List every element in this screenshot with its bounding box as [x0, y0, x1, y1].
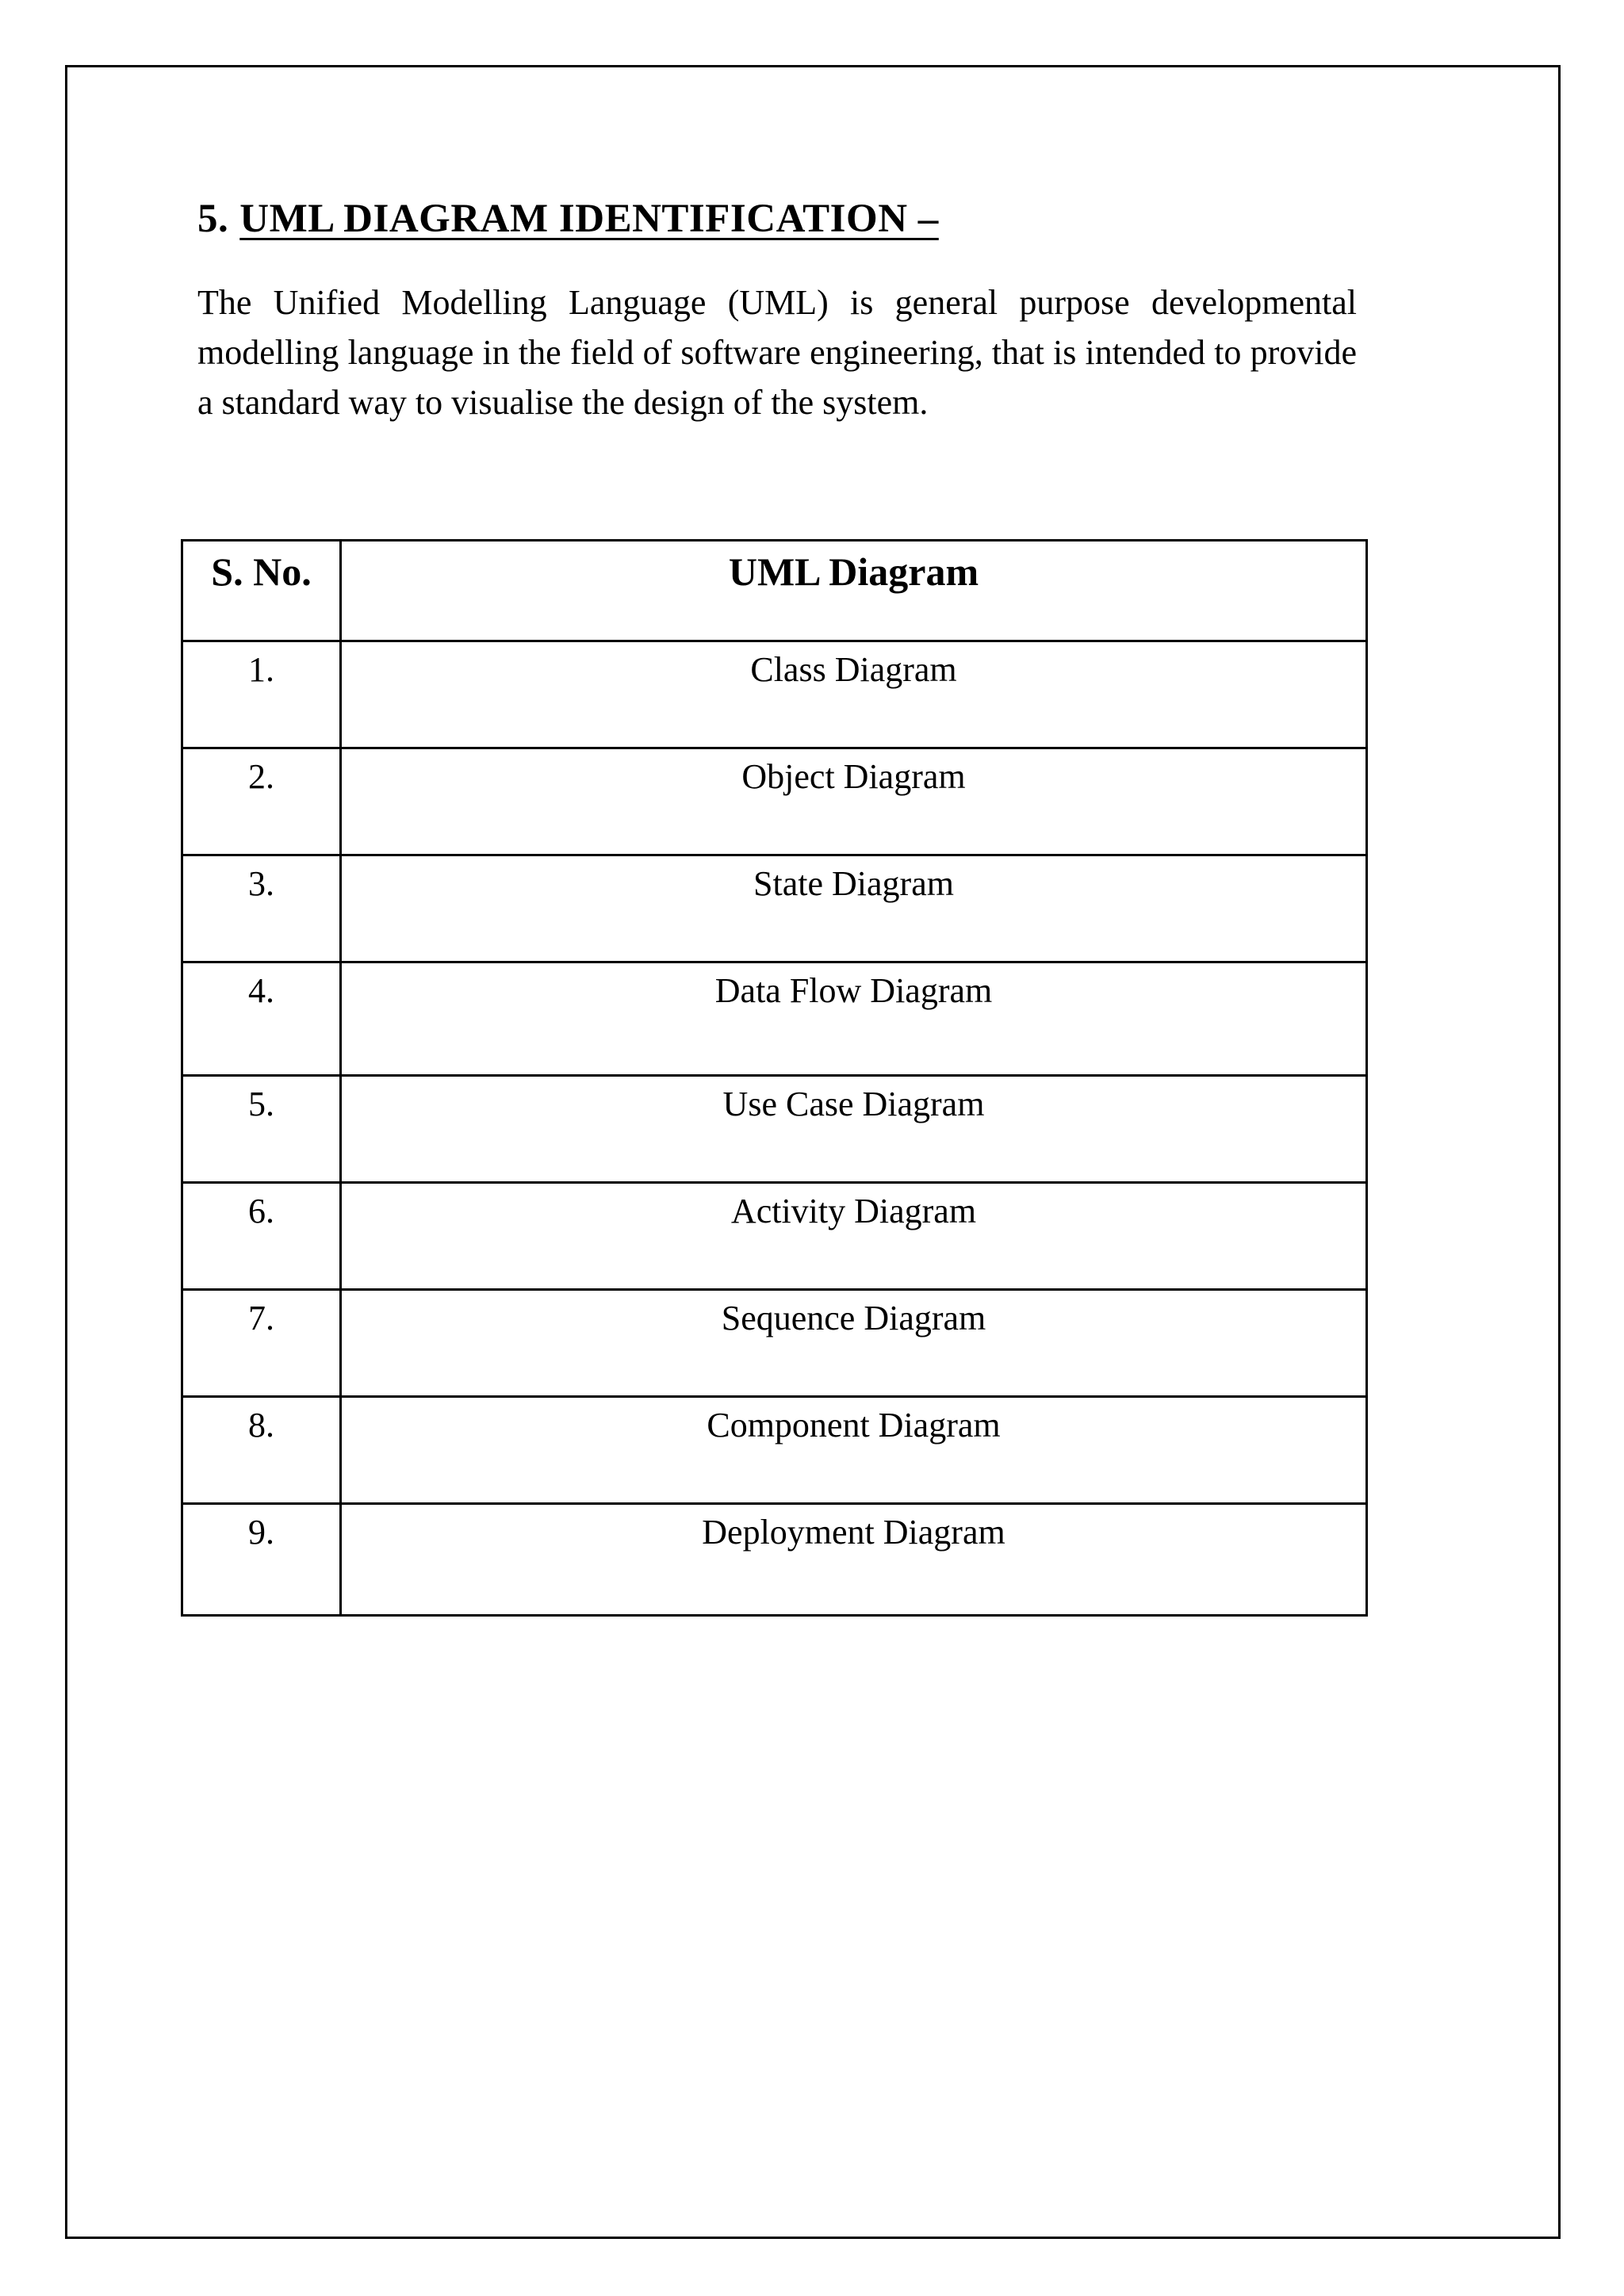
cell-diagram: Component Diagram: [341, 1397, 1367, 1504]
cell-sno: 5.: [182, 1076, 341, 1183]
table-row: [182, 641, 1367, 748]
cell-diagram: State Diagram: [341, 855, 1367, 962]
cell-diagram: Class Diagram: [341, 641, 1367, 748]
table-row: [182, 1290, 1367, 1397]
table-row: [182, 962, 1367, 1076]
cell-sno: 7.: [182, 1290, 341, 1397]
table-row: [182, 1076, 1367, 1183]
cell-diagram: Deployment Diagram: [341, 1504, 1367, 1616]
cell-diagram: Object Diagram: [341, 748, 1367, 855]
cell-sno: 3.: [182, 855, 341, 962]
table-row: [182, 1504, 1367, 1616]
section-title: UML DIAGRAM IDENTIFICATION –: [239, 197, 939, 241]
cell-sno: 8.: [182, 1397, 341, 1504]
cell-sno: 9.: [182, 1504, 341, 1616]
cell-diagram: Sequence Diagram: [341, 1290, 1367, 1397]
table-header-row: [182, 541, 1367, 641]
section-number: 5.: [197, 197, 229, 241]
table-row: [182, 855, 1367, 962]
table-row: [182, 1397, 1367, 1504]
cell-diagram: Use Case Diagram: [341, 1076, 1367, 1183]
cell-diagram: Data Flow Diagram: [341, 962, 1367, 1076]
column-header-uml-diagram: UML Diagram: [341, 541, 1367, 641]
uml-diagram-table: [181, 539, 1368, 1617]
table-row: [182, 1183, 1367, 1290]
intro-paragraph: The Unified Modelling Language (UML) is general purpose developmental modelling language in the field of software engineering, that is intended to provide a standard way to visualise the design of the system.: [197, 283, 1357, 422]
table-row: [182, 748, 1367, 855]
section-heading: [197, 190, 939, 247]
cell-sno: 6.: [182, 1183, 341, 1290]
cell-sno: 1.: [182, 641, 341, 748]
cell-sno: 4.: [182, 962, 341, 1076]
cell-sno: 2.: [182, 748, 341, 855]
column-header-sno: S. No.: [182, 541, 341, 641]
cell-diagram: Activity Diagram: [341, 1183, 1367, 1290]
